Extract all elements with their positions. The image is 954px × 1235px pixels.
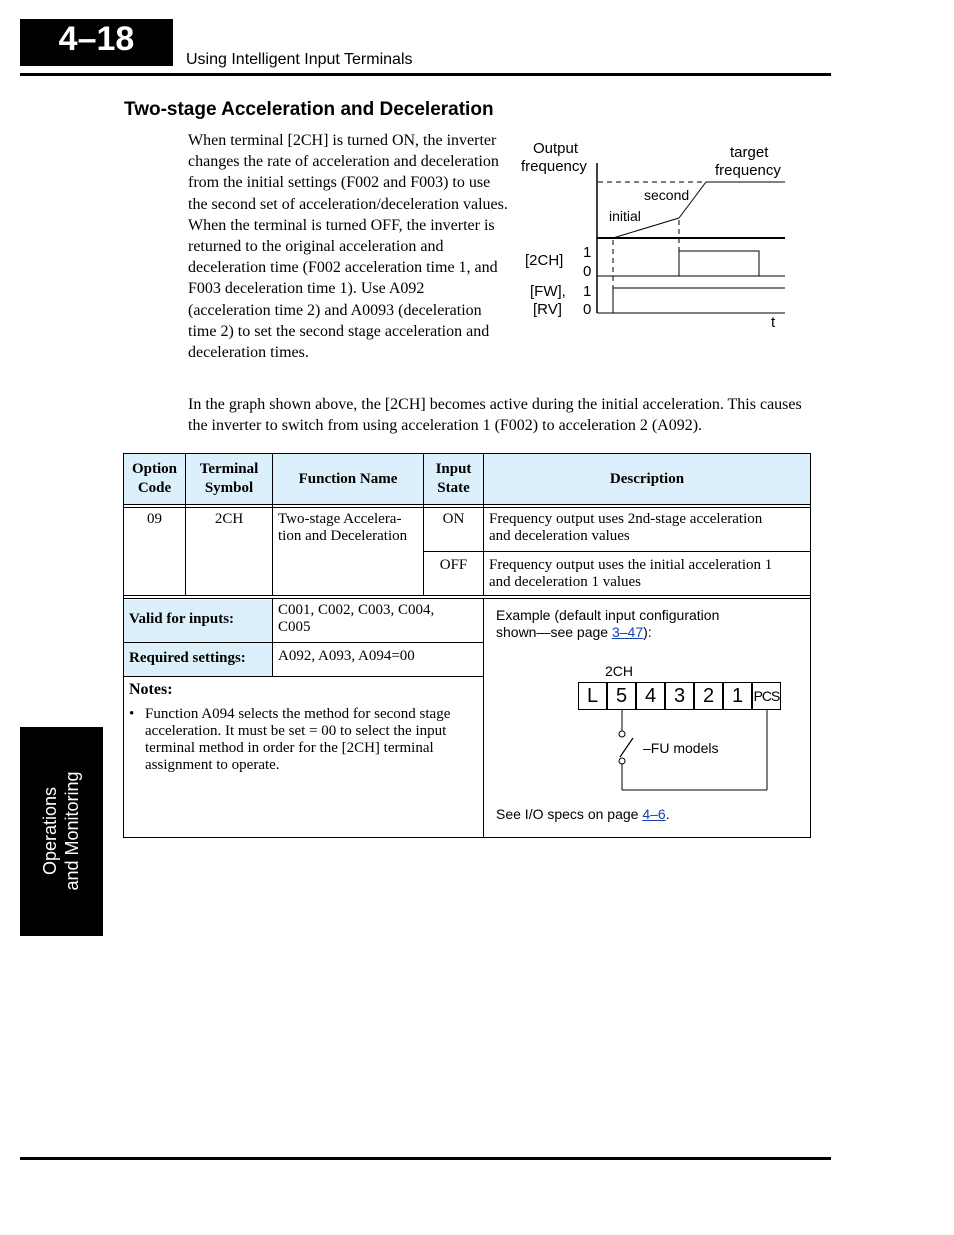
- page-number: 4–18: [58, 20, 135, 58]
- terminal-pcs: PCS: [752, 682, 781, 710]
- fw-one-label: 1: [583, 283, 592, 300]
- target-label-1: target: [730, 144, 769, 161]
- terminal-1: 1: [723, 682, 752, 710]
- fw-signal-label-2: [RV]: [533, 301, 562, 318]
- time-axis-label: t: [771, 314, 776, 331]
- ch-signal-label: [2CH]: [525, 252, 564, 269]
- terminal-l: L: [578, 682, 607, 710]
- switch-contact-bottom: [619, 758, 625, 764]
- initial-label: initial: [609, 208, 641, 224]
- example-caption: Example (default input configuration shown—see page 3–47):: [496, 607, 720, 640]
- page-link-4-6[interactable]: 4–6: [642, 806, 666, 822]
- required-settings-value: A092, A093, A094=00: [278, 648, 415, 664]
- ch-zero-label: 0: [583, 263, 592, 280]
- page-link-3-47[interactable]: 3–47: [611, 624, 644, 640]
- note-bullet: •: [129, 706, 135, 722]
- body-paragraph: When terminal [2CH] is turned ON, the inverter changes the rate of acceleration and deceleration from the initial settings (F002 and F003) to use the second set of acceleration/deceleration values. When the terminal is turned OFF, the inverter is returned to the original acceleration and deceleration time (F002 acceleration time 1, and F003 deceleration time 1). Use A092 (acceleration time 2) and A0093 (deceleration time 2) to set the second stage acceleration and deceleration times.: [188, 132, 508, 362]
- header-input-state: Input State: [435, 461, 472, 496]
- target-label-2: frequency: [715, 162, 781, 179]
- second-label: second: [644, 187, 690, 203]
- terminal-2ch-label: 2CH: [605, 663, 634, 679]
- valid-for-inputs-label: Valid for inputs:: [129, 611, 235, 627]
- function-name-value: Two-stage Accelera- tion and Deceleration: [278, 511, 408, 544]
- io-specs-note: See I/O specs on page 4–6.: [496, 806, 670, 822]
- terminal-3: 3: [665, 682, 694, 710]
- option-code-value: 09: [147, 511, 162, 527]
- running-head: Using Intelligent Input Terminals: [186, 51, 413, 68]
- terminal-5: 5: [607, 682, 636, 710]
- section-title: Two-stage Acceleration and Deceleration: [124, 99, 494, 120]
- note-text: Function A094 selects the method for second stage acceleration. It must be set = 00 to select the input terminal method in order for the [2CH] terminal assignment to operate.: [145, 706, 451, 773]
- notes-label: Notes:: [129, 681, 173, 698]
- graph-note-paragraph: In the graph shown above, the [2CH] becomes active during the initial acceleration. This causes the inverter to switch from using acceleration 1 (F002) to acceleration 2 (A092).: [188, 396, 802, 434]
- output-label-2: frequency: [521, 158, 587, 175]
- switch-blade: [620, 738, 633, 757]
- switch-contact-top: [619, 731, 625, 737]
- ch-one-label: 1: [583, 244, 592, 261]
- terminal-symbol-value: 2CH: [214, 511, 244, 527]
- off-description: Frequency output uses the initial acceleration 1 and deceleration 1 values: [489, 557, 773, 590]
- on-description: Frequency output uses 2nd-stage acceleration and deceleration values: [489, 511, 763, 544]
- header-option-code: Option Code: [131, 461, 177, 496]
- fw-signal-label-1: [FW],: [530, 283, 566, 300]
- off-state: OFF: [439, 557, 468, 573]
- fw-zero-label: 0: [583, 301, 592, 318]
- terminal-4: 4: [636, 682, 665, 710]
- valid-for-inputs-value: C001, C002, C003, C004, C005: [278, 602, 435, 635]
- header-description: Description: [609, 471, 685, 487]
- terminal-2: 2: [694, 682, 723, 710]
- on-state: ON: [442, 511, 465, 527]
- side-tab-line-1: Operations: [40, 786, 60, 876]
- required-settings-label: Required settings:: [129, 650, 246, 666]
- header-terminal-symbol: Terminal Symbol: [199, 461, 259, 496]
- output-label-1: Output: [533, 140, 579, 157]
- fu-models-label: –FU models: [643, 740, 719, 756]
- header-function-name: Function Name: [298, 471, 398, 487]
- footer-rule: [20, 1157, 831, 1160]
- side-tab-line-2: and Monitoring: [62, 771, 82, 891]
